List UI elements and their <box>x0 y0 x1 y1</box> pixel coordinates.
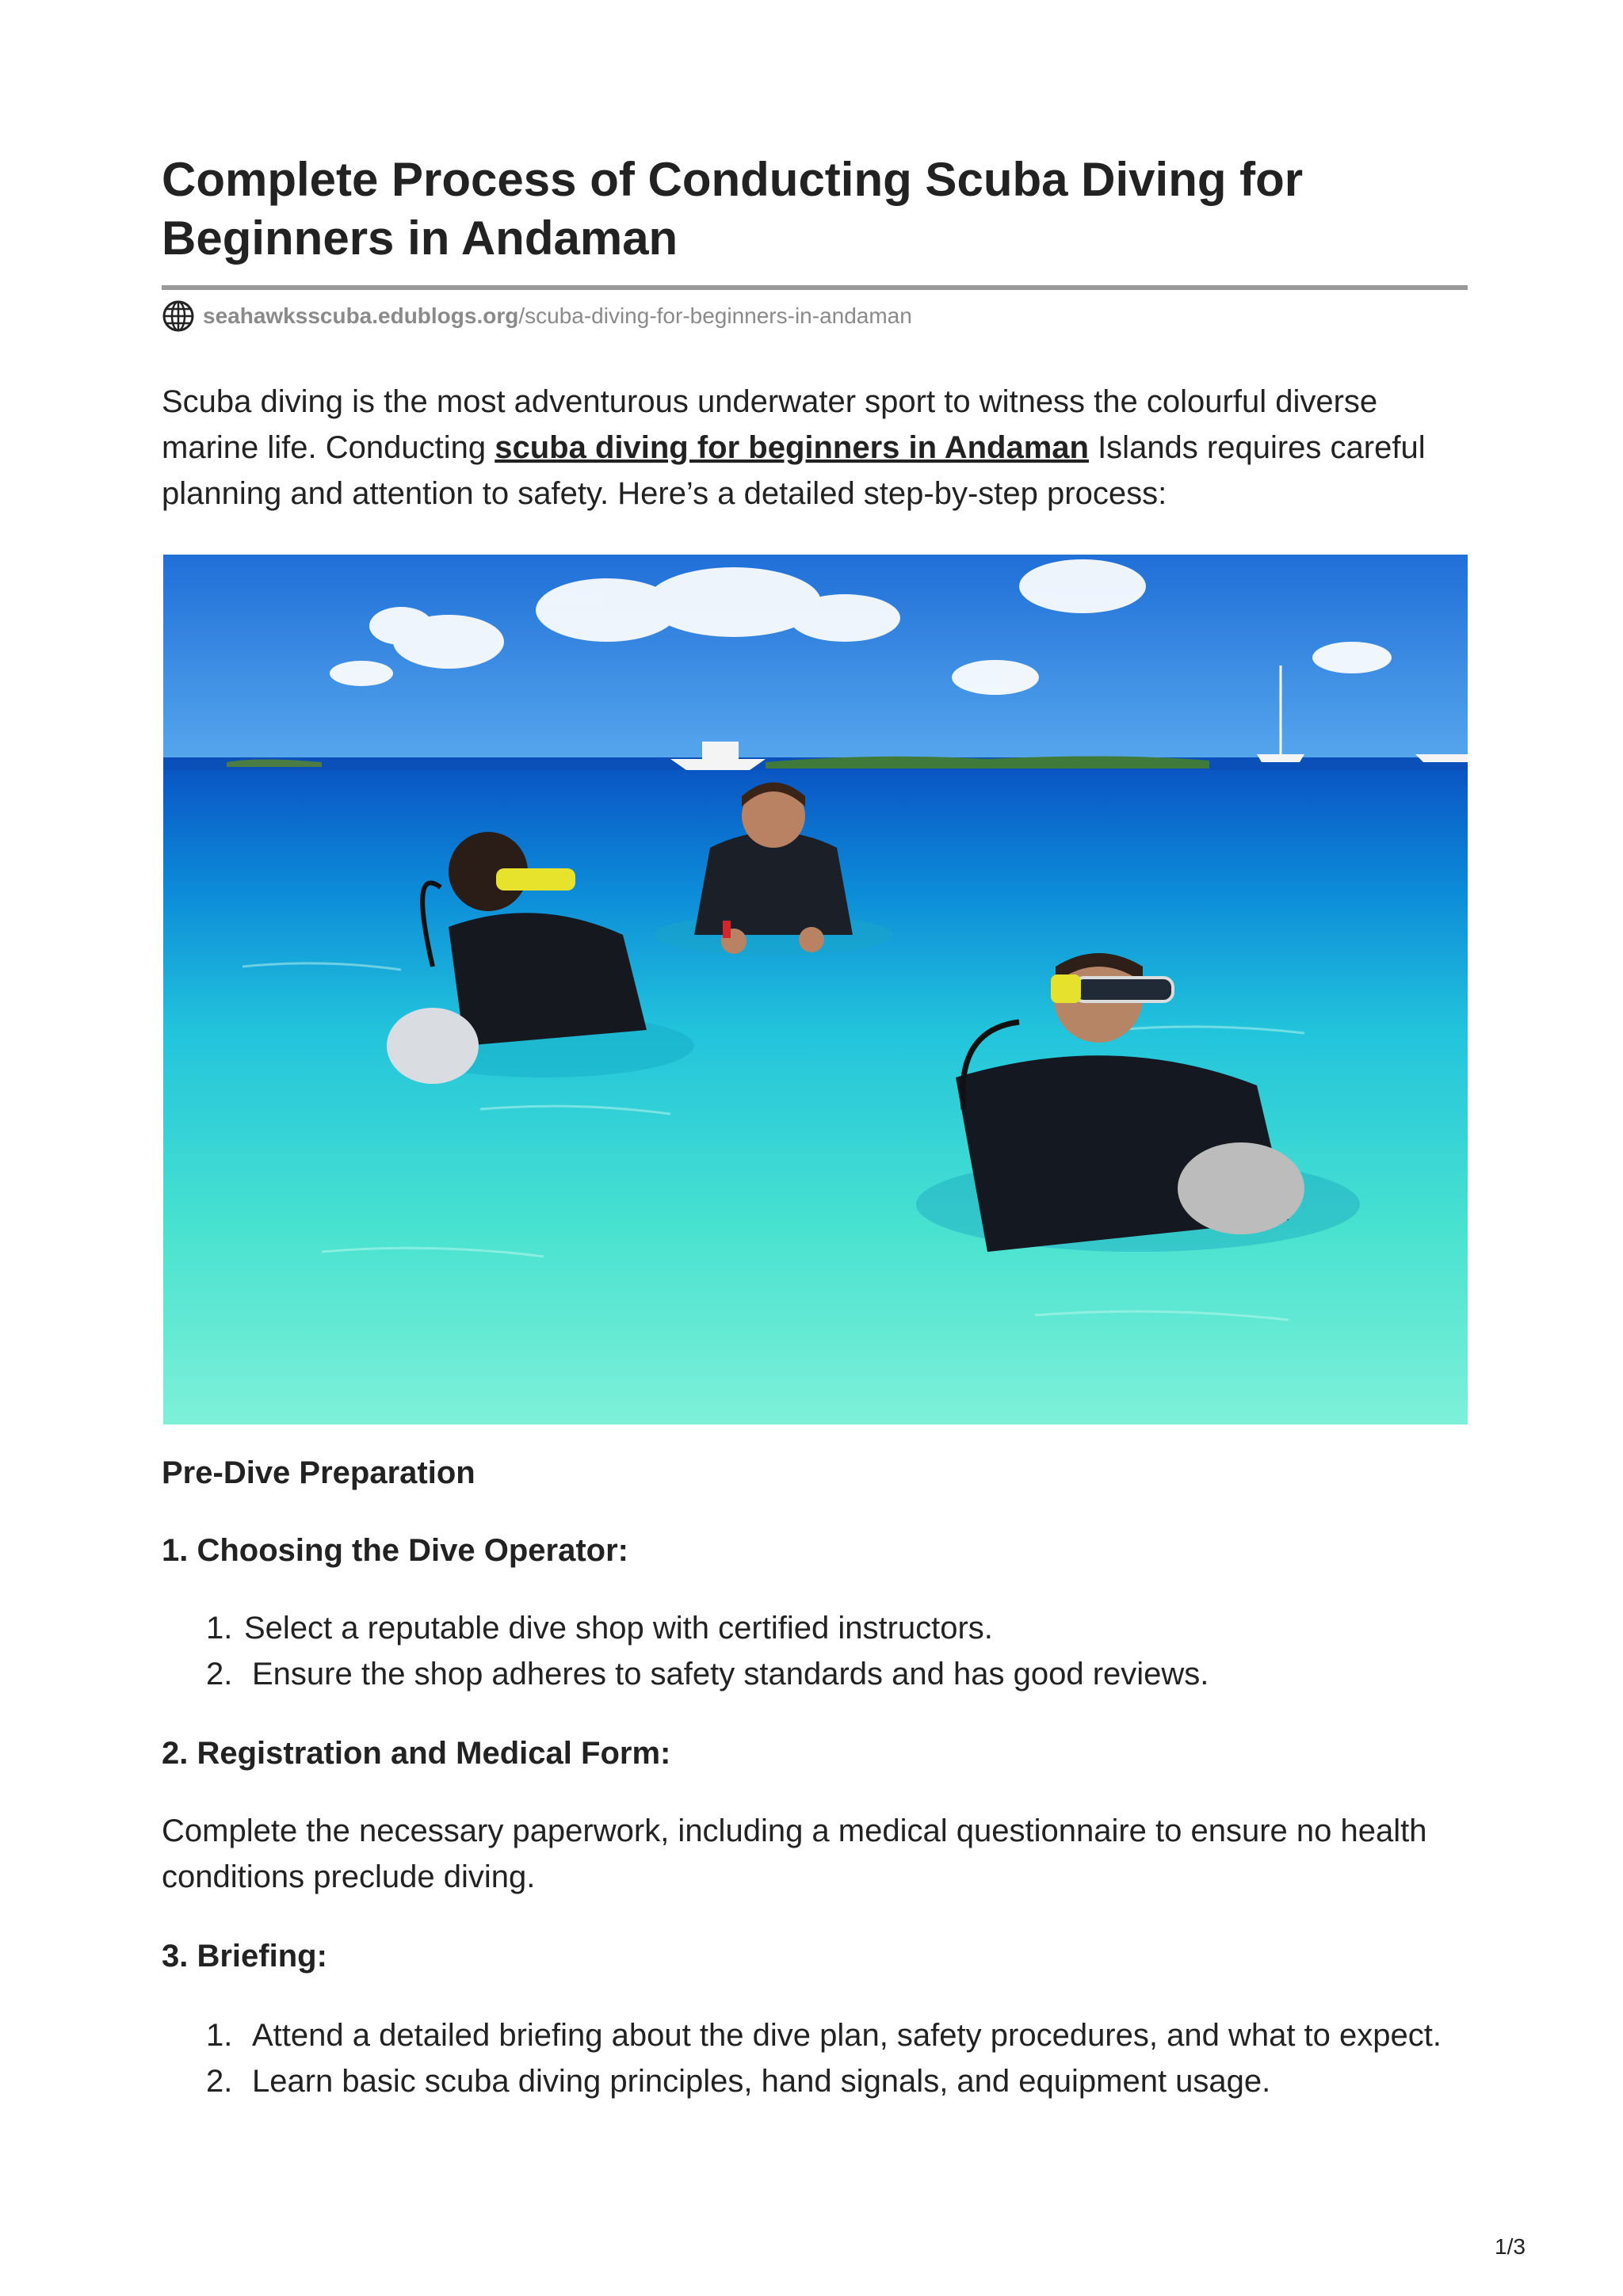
intro-text-after: Islands requires careful planning and attention to safety. Here’s a detailed step-by-step process: <box>162 430 1426 511</box>
intro-text-before: Scuba diving is the most adventurous underwater sport to witness the colourful diverse marine life. Conducting <box>162 384 1378 465</box>
list-item-number: 2. <box>206 1657 233 1691</box>
list-item-text: Attend a detailed briefing about the dive plan, safety procedures, and what to expect. <box>252 2018 1442 2053</box>
source-url[interactable] <box>162 299 912 333</box>
hero-image <box>163 555 1468 1425</box>
list-item <box>162 2058 1468 2104</box>
registration-paragraph: Complete the necessary paperwork, including a medical questionnaire to ensure no health conditions preclude diving. <box>162 1814 1427 1894</box>
list-item-number: 1. <box>206 1611 233 1646</box>
source-domain: seahawksscuba.edublogs.org <box>203 303 519 328</box>
article-title: Complete Process of Conducting Scuba Diving for Beginners in Andaman <box>162 153 1304 265</box>
list-item <box>162 1651 1468 1697</box>
briefing-list <box>162 2012 1468 2104</box>
dive-operator-list <box>162 1605 1468 1697</box>
page-number: 1/3 <box>1495 2234 1526 2259</box>
list-item <box>162 2012 1468 2058</box>
intro-link[interactable]: scuba diving for beginners in Andaman <box>495 430 1089 465</box>
hero-image-illustration <box>163 555 1468 1425</box>
section-heading-briefing: 3. Briefing: <box>162 1939 327 1974</box>
list-item-number: 1. <box>206 2018 233 2053</box>
list-item-text: Select a reputable dive shop with certified instructors. <box>244 1611 993 1646</box>
section-heading-registration: 2. Registration and Medical Form: <box>162 1736 671 1771</box>
title-divider <box>162 285 1468 290</box>
list-item-text: Learn basic scuba diving principles, hand signals, and equipment usage. <box>252 2064 1271 2099</box>
section-heading-dive-operator: 1. Choosing the Dive Operator: <box>162 1533 628 1568</box>
globe-icon <box>162 299 195 333</box>
list-item-text: Ensure the shop adheres to safety standards and has good reviews. <box>252 1657 1209 1691</box>
section-heading-pre-dive: Pre-Dive Preparation <box>162 1455 475 1490</box>
list-item <box>162 1605 1468 1651</box>
list-item-number: 2. <box>206 2064 233 2099</box>
source-path: /scuba-diving-for-beginners-in-andaman <box>518 303 912 328</box>
intro-paragraph <box>162 379 1468 517</box>
